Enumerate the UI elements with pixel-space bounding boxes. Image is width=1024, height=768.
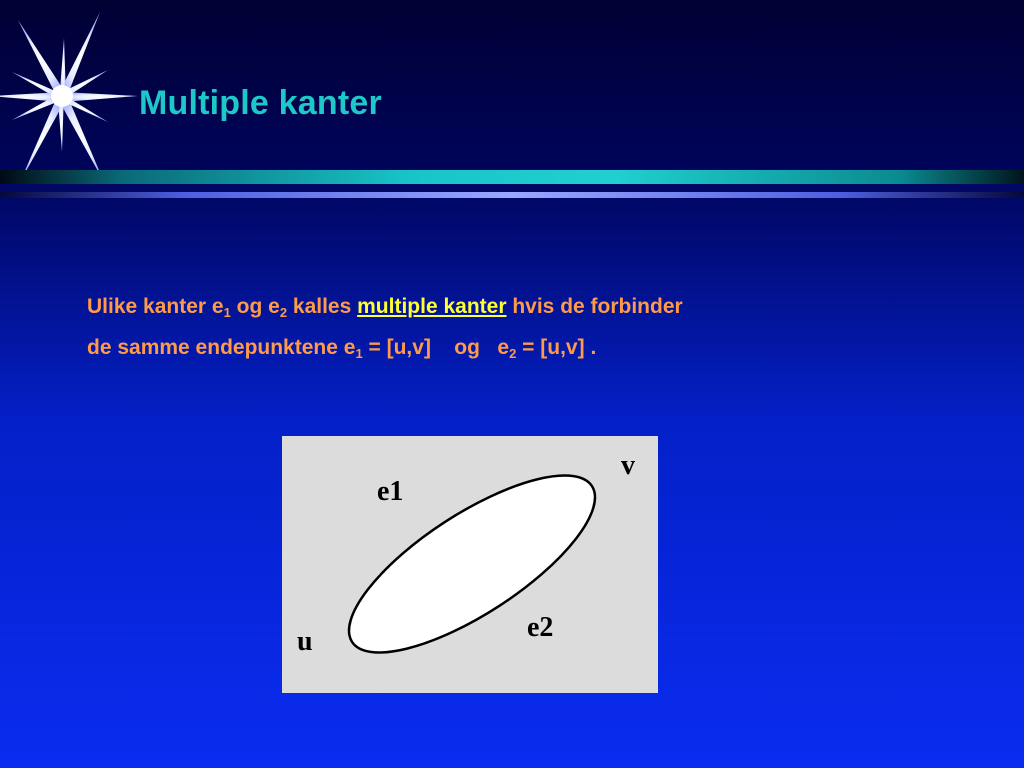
text-part: hvis de forbinder [506, 295, 683, 318]
title-divider-bar [0, 170, 1024, 184]
edge-loop [325, 444, 619, 684]
subscript: 1 [223, 305, 231, 320]
definition-text [87, 289, 947, 371]
subscript: 1 [355, 346, 363, 361]
subscript: 2 [509, 346, 517, 361]
figure-drawing [282, 436, 658, 693]
title-divider-line [0, 192, 1024, 198]
starburst-icon [0, 0, 150, 190]
slide-title: Multiple kanter [139, 84, 382, 122]
edge-label-e1: e1 [377, 476, 404, 507]
text-part: = [u,v] . [516, 336, 597, 359]
text-part: og e [230, 295, 280, 318]
text-part: Ulike kanter e [87, 295, 224, 318]
text-part: = [u,v] og e [362, 336, 510, 359]
vertex-label-v: v [621, 450, 635, 481]
multigraph-figure [282, 436, 658, 693]
highlight-term: multiple kanter [357, 295, 507, 318]
text-part: de samme endepunktene e [87, 336, 356, 359]
edge-label-e2: e2 [527, 612, 554, 643]
text-part: kalles [287, 295, 358, 318]
subscript: 2 [279, 305, 288, 320]
vertex-label-u: u [297, 626, 313, 657]
